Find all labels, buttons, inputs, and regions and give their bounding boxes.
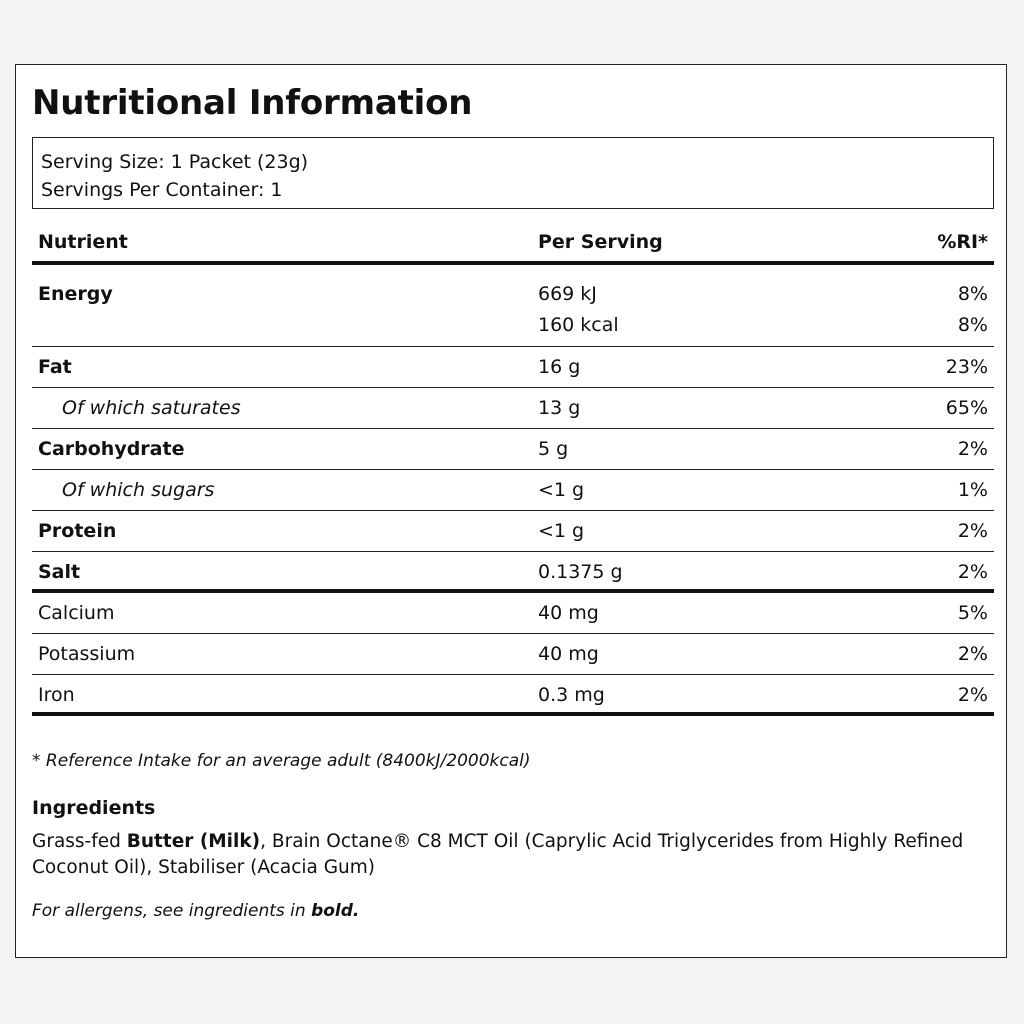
header-per-serving: Per Serving xyxy=(538,231,663,253)
header-ri: %RI* xyxy=(937,231,988,253)
nutrient-ri: 2% xyxy=(957,684,988,706)
serving-info-box xyxy=(32,137,994,209)
nutrient-ri: 2% xyxy=(957,438,988,460)
nutrient-amount: 160 kcal xyxy=(538,314,619,336)
page-title: Nutritional Information xyxy=(32,83,473,123)
nutrient-amount: <1 g xyxy=(538,479,585,501)
table-row-fat xyxy=(32,347,994,388)
nutrient-ri: 8% xyxy=(957,314,988,336)
nutrition-label-panel xyxy=(15,64,1007,958)
nutrient-ri: 65% xyxy=(945,397,988,419)
nutrient-name: Salt xyxy=(38,561,81,583)
nutrient-ri: 2% xyxy=(957,520,988,542)
nutrient-name: Of which sugars xyxy=(62,479,215,501)
table-row-carbohydrate xyxy=(32,429,994,470)
nutrient-name: Of which saturates xyxy=(62,397,241,419)
table-row-potassium xyxy=(32,634,994,675)
nutrient-ri: 5% xyxy=(957,602,988,624)
table-row-iron xyxy=(32,675,994,716)
nutrient-amount: 40 mg xyxy=(538,643,599,665)
nutrient-amount: 0.1375 g xyxy=(538,561,623,583)
nutrient-name: Fat xyxy=(38,356,72,378)
ingredients-rest: , Brain Octane® C8 MCT Oil (Caprylic Acid Triglycerides from Highly Refined Coconut Oil), Stabiliser (Acacia Gum) xyxy=(32,831,964,878)
nutrient-name: Iron xyxy=(38,684,75,706)
serving-size: Serving Size: 1 Packet (23g) xyxy=(41,151,309,173)
table-row-energy-kj xyxy=(32,265,994,309)
nutrient-name: Carbohydrate xyxy=(38,438,185,460)
nutrient-amount: 16 g xyxy=(538,356,581,378)
nutrient-ri: 2% xyxy=(957,643,988,665)
nutrient-amount: 5 g xyxy=(538,438,569,460)
nutrient-ri: 1% xyxy=(957,479,988,501)
nutrient-name: Energy xyxy=(38,283,113,305)
nutrient-ri: 23% xyxy=(945,356,988,378)
ingredients-list xyxy=(32,829,994,881)
table-row-saturates xyxy=(32,388,994,429)
allergen-note xyxy=(32,901,359,921)
table-row-sugars xyxy=(32,470,994,511)
table-header-row xyxy=(32,225,994,265)
ingredients-heading: Ingredients xyxy=(32,797,156,819)
table-row-protein xyxy=(32,511,994,552)
nutrient-name: Calcium xyxy=(38,602,115,624)
nutrient-amount: <1 g xyxy=(538,520,585,542)
nutrient-amount: 40 mg xyxy=(538,602,599,624)
nutrient-name: Potassium xyxy=(38,643,136,665)
nutrient-amount: 13 g xyxy=(538,397,581,419)
allergen-note-text: For allergens, see ingredients in xyxy=(32,901,312,921)
nutrient-amount: 0.3 mg xyxy=(538,684,605,706)
nutrition-table xyxy=(32,225,994,716)
ingredients-prefix: Grass-fed xyxy=(32,831,127,852)
nutrient-ri: 2% xyxy=(957,561,988,583)
nutrient-ri: 8% xyxy=(957,283,988,305)
nutrient-name: Protein xyxy=(38,520,117,542)
table-row-calcium xyxy=(32,593,994,634)
table-row-energy-kcal xyxy=(32,309,994,347)
reference-intake-footnote: * Reference Intake for an average adult (8400kJ/2000kcal) xyxy=(32,751,531,771)
nutrient-amount: 669 kJ xyxy=(538,283,597,305)
header-nutrient: Nutrient xyxy=(38,231,128,253)
allergen-note-bold: bold. xyxy=(311,901,360,921)
table-row-salt xyxy=(32,552,994,593)
servings-per-container: Servings Per Container: 1 xyxy=(41,179,283,201)
allergen-ingredient: Butter (Milk) xyxy=(126,831,261,852)
